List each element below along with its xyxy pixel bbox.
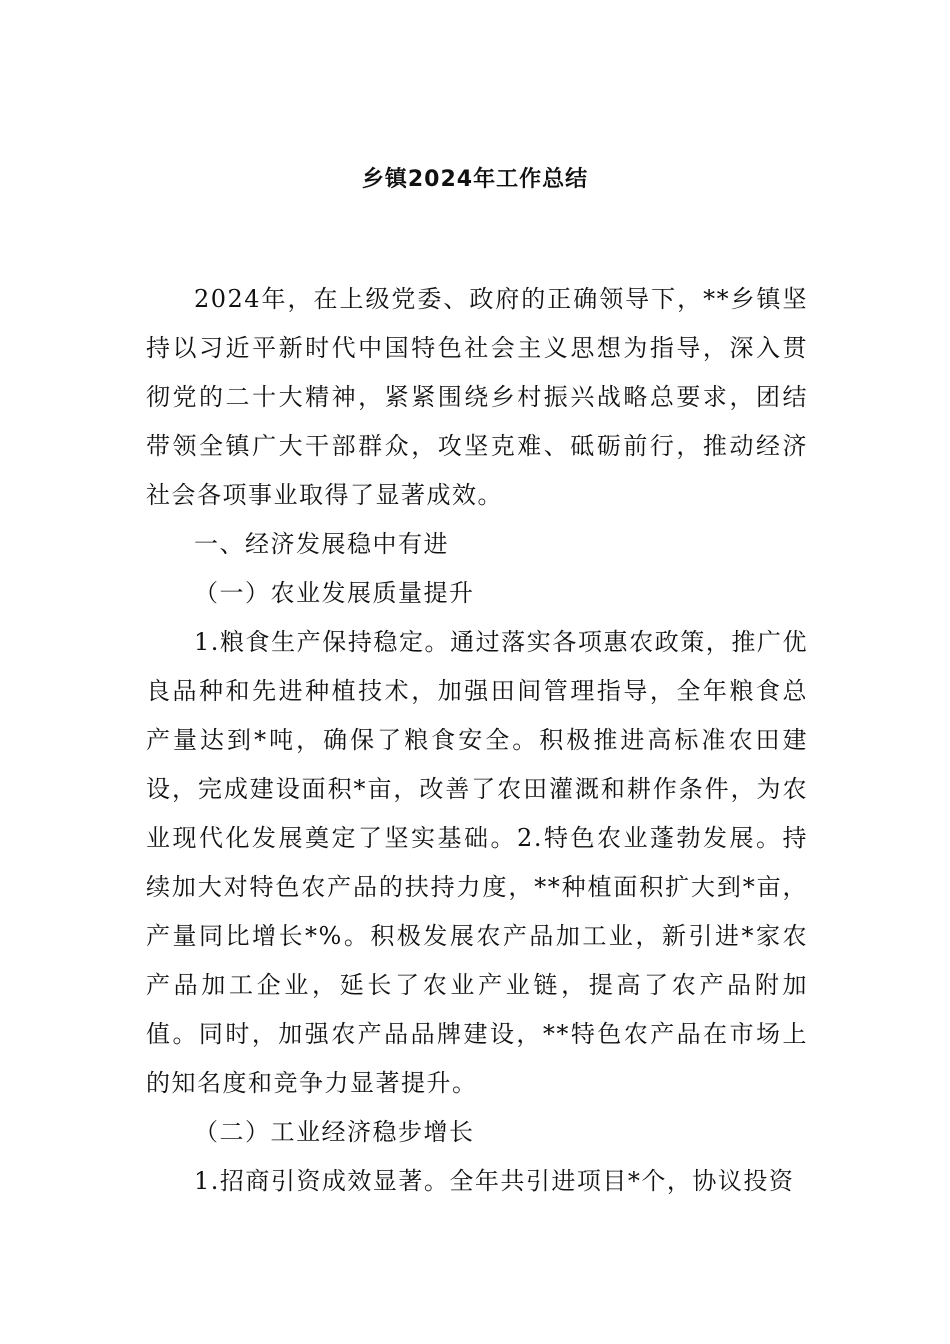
industry-paragraph: 1.招商引资成效显著。全年共引进项目*个，协议投资 <box>194 1167 795 1195</box>
subsection-heading-industry: （二）工业经济稳步增长 <box>194 1118 475 1146</box>
agriculture-paragraph: 1.粮食生产保持稳定。通过落实各项惠农政策，推广优良品种和先进种植技术，加强田间管理指导，全年粮食总产量达到*吨，确保了粮食安全。积极推进高标准农田建设，完成建设面积*亩，改善了农田灌溉和耕作条件，为农业现代化发展奠定了坚实基础。2.特色农业蓬勃发展。持续加大对特色农产品的扶持力度，**种植面积扩大到*亩，产量同比增长*%。积极发展农产品加工业，新引进*家农产品加工企业，延长了农业产业链，提高了农产品附加值。同时，加强农产品品牌建设，**特色农产品在市场上的知名度和竞争力显著提升。 <box>146 628 808 1097</box>
document-title: 乡镇2024年工作总结 <box>361 167 589 192</box>
document-body <box>146 275 808 1206</box>
section-heading-economy: 一、经济发展稳中有进 <box>194 530 449 558</box>
intro-paragraph: 2024年，在上级党委、政府的正确领导下，**乡镇坚持以习近平新时代中国特色社会主义思想为指导，深入贯彻党的二十大精神，紧紧围绕乡村振兴战略总要求，团结带领全镇广大干部群众，攻坚克难、砥砺前行，推动经济社会各项事业取得了显著成效。 <box>146 285 808 509</box>
subsection-heading-agriculture: （一）农业发展质量提升 <box>194 579 475 607</box>
